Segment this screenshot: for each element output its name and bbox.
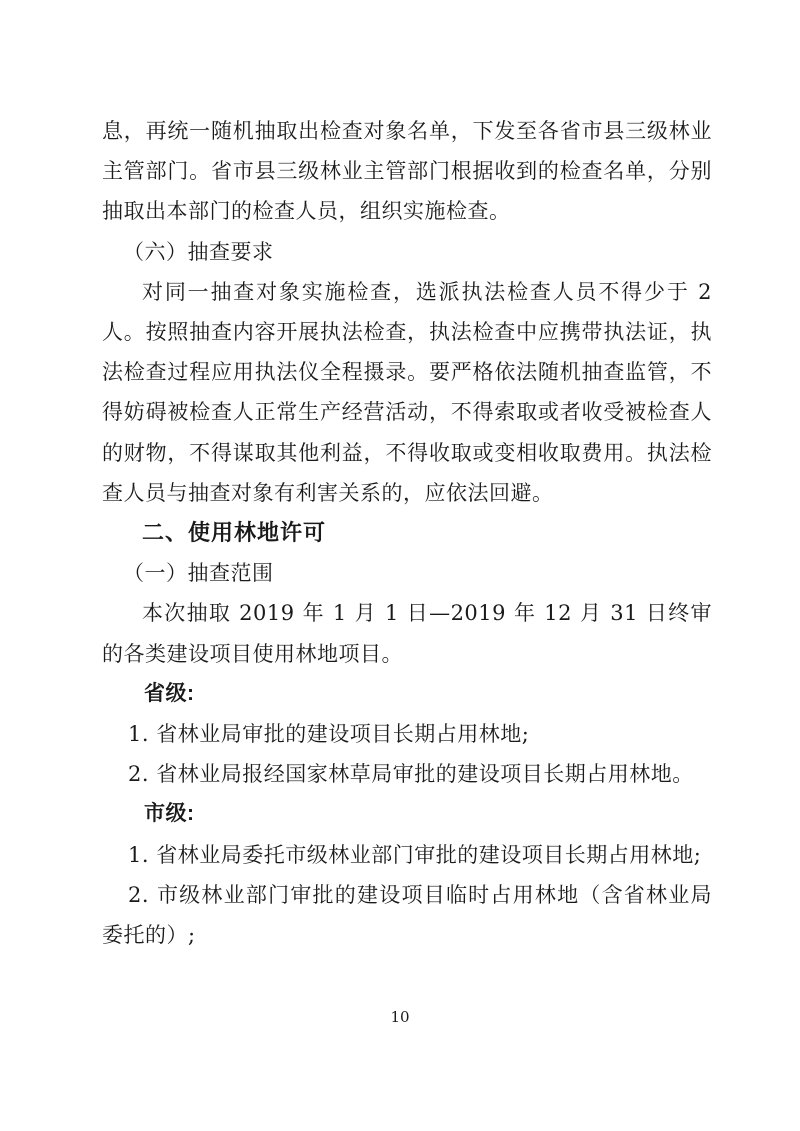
subsection-heading-six: （六）抽查要求 — [123, 239, 274, 264]
label-municipal-level: 市级: — [144, 802, 195, 826]
document-body — [102, 111, 712, 955]
paragraph-sampling-scope: 本次抽取 2019 年 1 月 1 日—2019 年 12 月 31 日终审的各类建设项目使用林地项目。 — [102, 601, 712, 666]
paragraph-inspection-requirements: 对同一抽查对象实施检查，选派执法检查人员不得少于 2 人。按照抽查内容开展执法检查，执法检查中应携带执法证，执法检查过程应用执法仪全程摄录。要严格依法随机抽查监管，不得妨碍被检查人正常生产经营活动，不得索取或者收受被检查人的财物，不得谋取其他利益，不得收取或变相收取费用。执法检查人员与抽查对象有利害关系的，应依法回避。 — [102, 279, 712, 505]
subsection-heading-one: （一）抽查范围 — [123, 561, 274, 586]
list-item-municipal-1: 1. 省林业局委托市级林业部门审批的建设项目长期占用林地; — [128, 842, 702, 867]
paragraph-continuation: 息，再统一随机抽取出检查对象名单，下发至各省市县三级林业主管部门。省市县三级林业主管部门根据收到的检查名单，分别抽取出本部门的检查人员，组织实施检查。 — [102, 119, 712, 224]
list-item-provincial-1: 1. 省林业局审批的建设项目长期占用林地; — [128, 722, 530, 747]
list-item-provincial-2: 2. 省林业局报经国家林草局审批的建设项目长期占用林地。 — [128, 762, 694, 787]
page-number: 10 — [390, 1008, 410, 1026]
label-provincial-level: 省级: — [144, 681, 195, 705]
section-heading-forest-land-permit: 二、使用林地许可 — [142, 520, 327, 546]
list-item-municipal-2: 2. 市级林业部门审批的建设项目临时占用林地（含省林业局委托的）; — [102, 882, 712, 948]
